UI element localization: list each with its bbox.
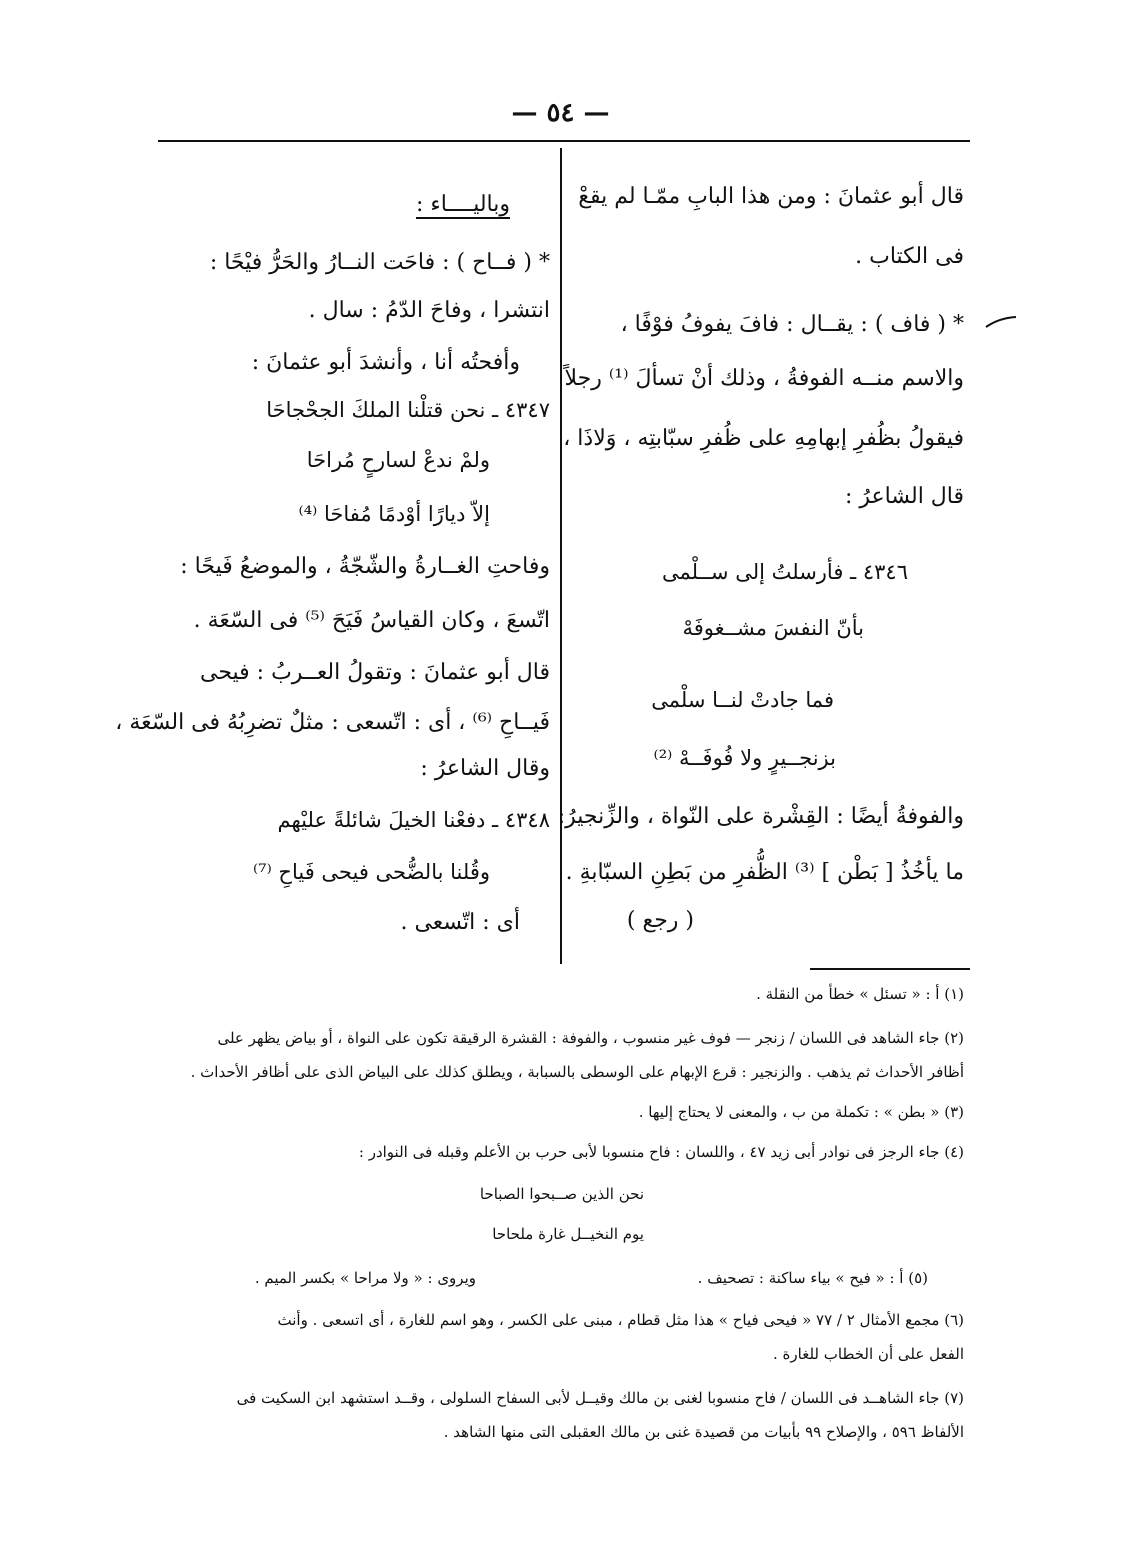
column-divider (560, 148, 562, 964)
text-line: ما يأخُذُ [ بَطْن ] ⁽³⁾ الظُّفرِ من بَطِنِ السبّابةِ . (565, 860, 964, 885)
footnote-line: (٦) مجمع الأمثال ٢ / ٧٧ « فيحى فياح » هذا مثل قطام ، مبنى على الكسر ، وهو اسم للغارة ، أى اتسعى . وأنث (277, 1311, 964, 1329)
footnote-line: الألفاظ ٥٩٦ ، والإصلاح ٩٩ بأبيات من قصيدة غنى بن مالك العقبلى التى منها الشاهد . (443, 1423, 964, 1441)
verse-line: بزنجــيرٍ ولا فُوفَــهْ ⁽²⁾ (653, 746, 836, 770)
footnote-line: الفعل على أن الخطاب للغارة . (773, 1345, 964, 1363)
verse-line: ٤٣٤٧ ـ نحن قتلْنا الملكَ الجحْجاحَا (266, 398, 550, 422)
page-number: — ٥٤ — (511, 98, 610, 128)
footnote-verse: نحن الذين صــبحوا الصباحا (479, 1185, 644, 1203)
verse-line: بأنّ النفسَ مشــغوفَهْ (682, 616, 864, 640)
text-line: فى الكتاب . (855, 244, 964, 269)
text-line: فَيــاحِ ⁽⁶⁾ ، أى : اتّسعى : مثلٌ تضرِبُهُ فى السّعَة ، (115, 710, 550, 735)
verse-line: ٤٣٤٨ ـ دفعْنا الخيلَ شائلةً عليْهم (277, 808, 550, 832)
verse-line: وقُلنا بالضُّحى فيحى فَياحِ ⁽⁷⁾ (253, 860, 490, 884)
verse-line: ٤٣٤٦ ـ فأرسلتُ إلى ســلْمى (662, 560, 908, 584)
text-line: والفوفةُ أيضًا : القِشْرة على النّواة ، والزِّنجيرُ: (557, 804, 964, 829)
footnote-line: (٧) جاء الشاهــد فى اللسان / فاح منسوبا لغنى بن مالك وقيــل لأبى السفاح السلولى ، وقــد استشهد ابن السكيت فى (236, 1389, 964, 1407)
footnote-line: (٣) « بطن » : تكملة من ب ، والمعنى لا يحتاج إليها . (638, 1103, 964, 1121)
text-line: وفاحتِ الغــارةُ والشّجّةُ ، والموضعُ فَيحًا : (180, 554, 550, 579)
footnote-line: (١) أ : « تسئل » خطأ من النقلة . (756, 985, 964, 1003)
entry-heading-line: * ( فــاح ) : فاحَت النــارُ والحَرُّ فيْحًا : (209, 250, 550, 275)
verse-line: إلاّ ديارًا أوْدمًا مُفاحَا ⁽⁴⁾ (298, 502, 490, 526)
text-line: أى : اتّسعى . (400, 910, 520, 935)
header-rule (158, 140, 970, 142)
text-line: وأفحتُه أنا ، وأنشدَ أبو عثمانَ : (251, 350, 520, 375)
left-column (115, 180, 550, 950)
right-column (557, 170, 964, 950)
text-line: اتّسعَ ، وكان القياسُ فَيَحَ ⁽⁵⁾ فى السّعَة . (193, 608, 550, 633)
text-line: وقال الشاعرُ : (420, 756, 550, 781)
footnote-rule (810, 968, 970, 970)
text-line: والاسم منــه الفوفةُ ، وذلك أنْ تسألَ ⁽¹⁾ رجلاً (564, 366, 964, 391)
footnote-verse: يوم النخيــل غارة ملحاحا (492, 1225, 644, 1243)
verse-line: فما جادتْ لنــا سلْمى (651, 688, 834, 712)
text-line: قال الشاعرُ : (844, 484, 964, 509)
entry-heading-line: * ( فاف ) : يقــال : فافَ يفوفُ فوْفًا ، (620, 312, 964, 337)
section-heading: وباليــــاء : (415, 192, 510, 217)
footnote-line: (٥) أ : « فيح » بياء ساكنة : تصحيف . (697, 1269, 928, 1287)
footnote-line: ويروى : « ولا مراحا » بكسر الميم . (254, 1269, 476, 1287)
text-line: قال أبو عثمانَ : ومن هذا البابِ ممّـا لم يقعْ (578, 184, 964, 209)
footnote-line: (٢) جاء الشاهد فى اللسان / زنجر — فوف غير منسوب ، والفوفة : القشرة الرقيقة تكون على النواة ، أو بياض يظهر على (217, 1029, 964, 1047)
margin-mark (985, 315, 1017, 329)
footnote-line: أظافر الأحداث ثم يذهب . والزنجير : قرع الإبهام على الوسطى بالسبابة ، ويطلق كذلك على البياض الذى على أظافر الأحداث . (190, 1063, 964, 1081)
return-marker: ( رجع ) (626, 908, 694, 933)
verse-line: ولمْ ندعْ لسارحٍ مُراحَا (306, 448, 490, 472)
text-line: فيقولُ بظُفرِ إبهامِهِ على ظُفرِ سبّابتِه ، وَلاذَا ، (563, 426, 964, 451)
text-line: انتشرا ، وفاحَ الدّمُ : سال . (308, 298, 550, 323)
footnote-line: (٤) جاء الرجز فى نوادر أبى زيد ٤٧ ، واللسان : فاح منسوبا لأبى حرب بن الأعلم وقبله فى النوادر : (358, 1143, 964, 1161)
text-line: قال أبو عثمانَ : وتقولُ العــربُ : فيحى (199, 660, 550, 685)
